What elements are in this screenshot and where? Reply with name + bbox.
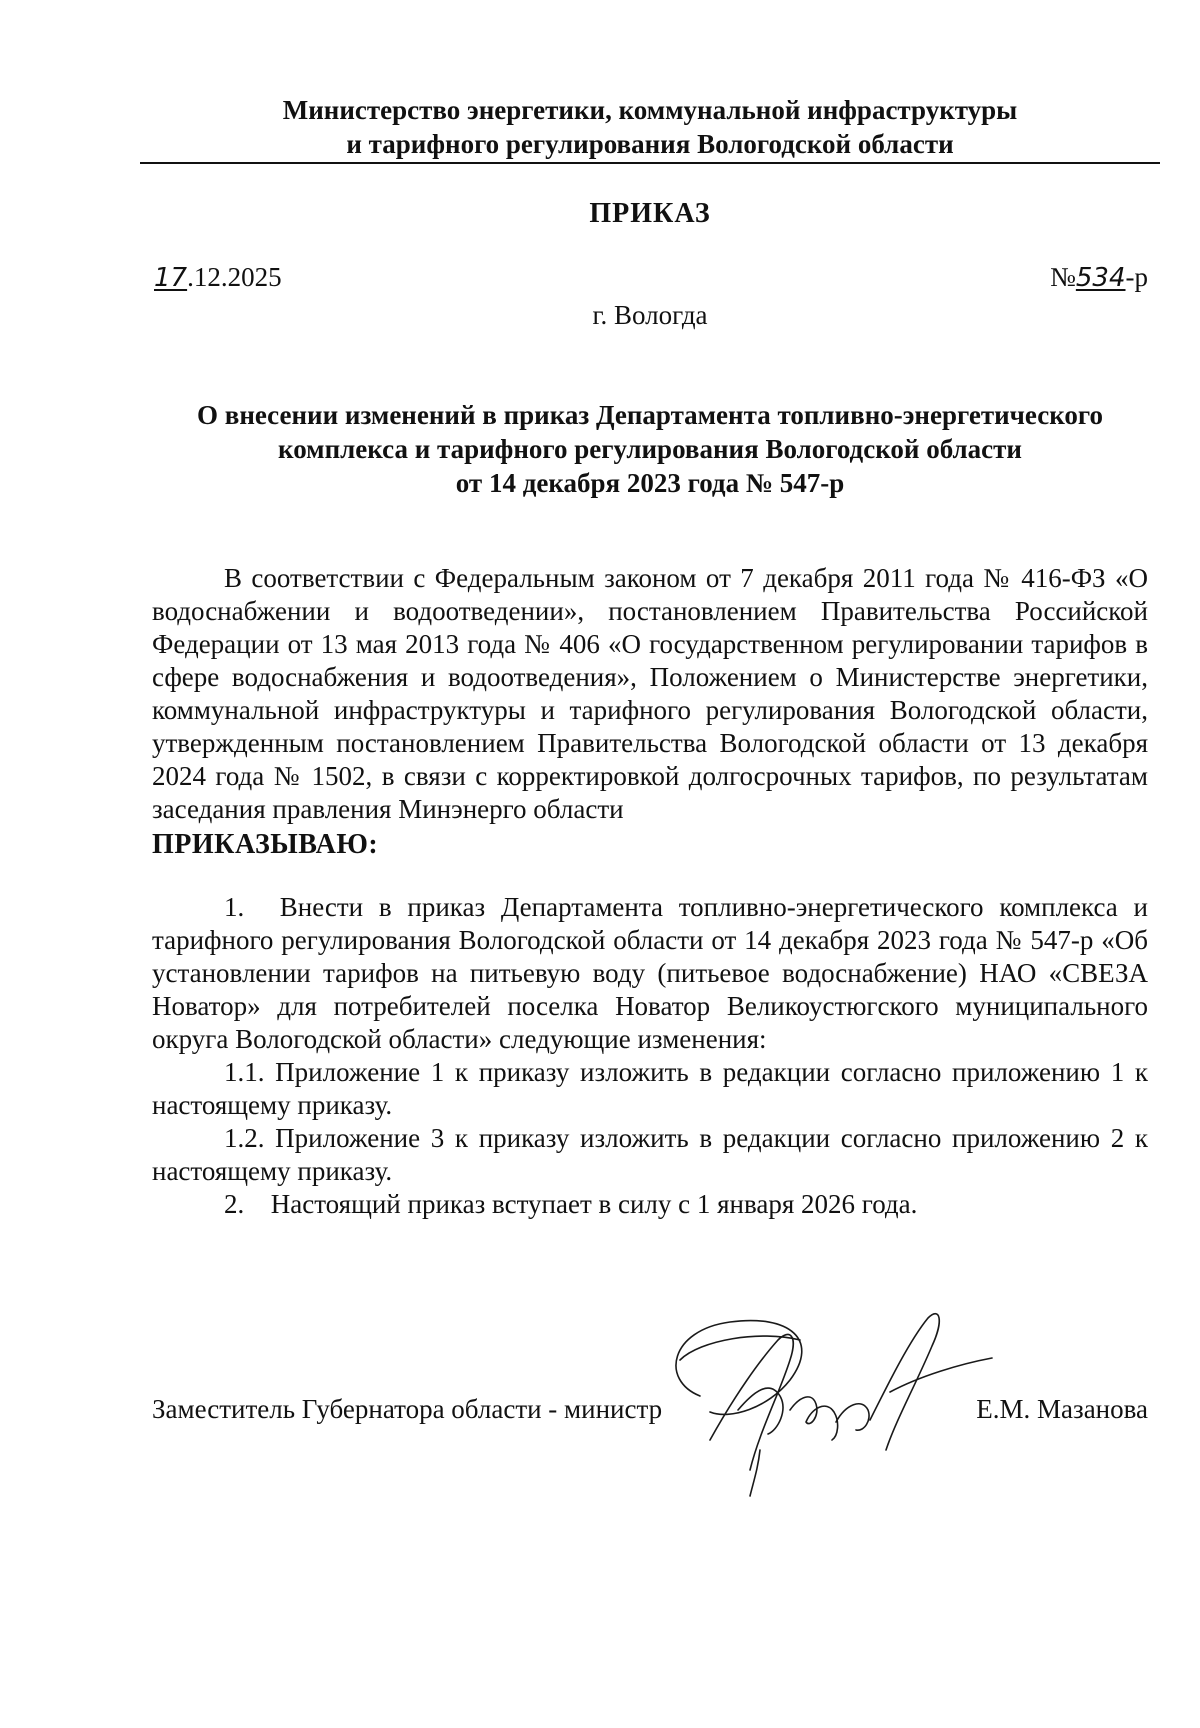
order-item-1 (152, 891, 1148, 1056)
signatory-title: Заместитель Губернатора области - министр (152, 1394, 663, 1424)
order-body (152, 562, 1148, 1221)
item-number: 2. (224, 1189, 245, 1219)
order-item-1-1 (152, 1056, 1148, 1122)
order-date-rest: .12.2025 (187, 262, 282, 292)
order-number (1050, 262, 1148, 293)
preamble-paragraph: В соответствии с Федеральным законом от 7 декабря 2011 года № 416-ФЗ «О водоснабжении и водоотведении», постановлением Правительства Российской Федерации от 13 мая 2013 года № 406 «О государственном регулировании тарифов в сфере водоснабжения и водоотведения», Положением о Министерстве энергетики, коммунальной инфраструктуры и тарифного регулирования Вологодской области, утвержденным постановлением Правительства Вологодской области от 13 декабря 2024 года № 1502, в связи с корректировкой долгосрочных тарифов, по результатам заседания правления Минэнерго области (152, 563, 1148, 824)
subject-line3: от 14 декабря 2023 года № 547-р (455, 468, 845, 498)
item-number: 1.2. (224, 1123, 265, 1153)
subject-line2: комплекса и тарифного регулирования Вологодской области (278, 434, 1022, 464)
org-name-line2: и тарифного регулирования Вологодской области (346, 129, 954, 159)
signature-icon (640, 1300, 1000, 1500)
order-title: ПРИКАЗ (589, 198, 711, 229)
order-number-prefix: № (1050, 262, 1076, 292)
header-divider (140, 162, 1160, 164)
item-text: Настоящий приказ вступает в силу с 1 января 2026 года. (270, 1189, 918, 1219)
item-text: Приложение 1 к приказу изложить в редакции согласно приложению 1 к настоящему приказу. (152, 1057, 1148, 1120)
order-date-day: 17 (154, 263, 188, 293)
order-item-1-2 (152, 1122, 1148, 1188)
order-number-suffix: -р (1125, 262, 1148, 292)
order-item-2 (152, 1188, 1148, 1221)
item-number: 1. (224, 892, 245, 922)
item-number: 1.1. (224, 1057, 265, 1087)
item-text: Внести в приказ Департамента топливно-энергетического комплекса и тарифного регулирования Вологодской области от 14 декабря 2023 года № 547-р «Об установлении тарифов на питьевую воду (питьевое водоснабжение) НАО «СВЕЗА Новатор» для потребителей поселка Новатор Великоустюгского муниципального округа Вологодской области» следующие изменения: (152, 892, 1148, 1054)
order-number-value: 534 (1075, 263, 1126, 293)
subject-line1: О внесении изменений в приказ Департамента топливно-энергетического (196, 400, 1103, 430)
signatory-name: Е.М. Мазанова (976, 1394, 1148, 1424)
item-text: Приложение 3 к приказу изложить в редакции согласно приложению 2 к настоящему приказу. (152, 1123, 1148, 1186)
directive-heading: ПРИКАЗЫВАЮ: (152, 829, 379, 860)
order-city: г. Вологда (592, 300, 708, 330)
org-name-line1: Министерство энергетики, коммунальной инфраструктуры (282, 95, 1018, 125)
order-date (154, 262, 282, 293)
order-subject (140, 398, 1160, 500)
